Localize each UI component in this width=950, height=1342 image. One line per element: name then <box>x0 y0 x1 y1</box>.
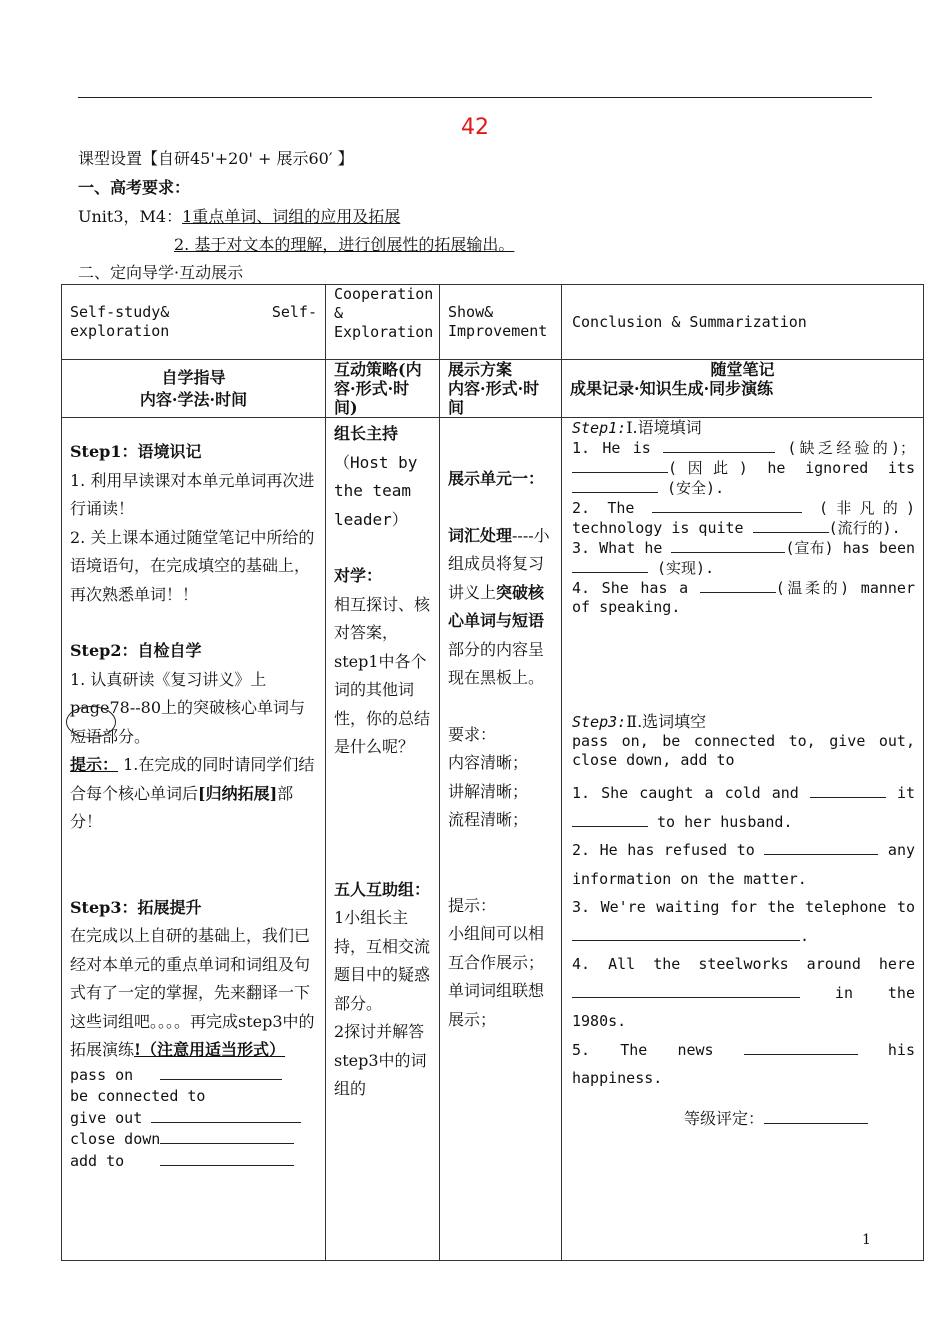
leader-en: （Host by the team leader） <box>334 452 418 529</box>
fill-q2 <box>572 498 915 538</box>
choice-q4 <box>572 950 915 1036</box>
fill-q1 <box>572 438 915 498</box>
answer-blank[interactable] <box>160 1151 294 1166</box>
step1-title-text: Ⅰ.语境填词 <box>626 418 702 437</box>
header-conclusion: Conclusion & Summarization <box>562 285 924 360</box>
q-text: in the 1980s. <box>572 983 915 1030</box>
col1-header-line1: 自学指导 <box>161 367 226 387</box>
group-item1: 1小组长主持，互相交流题目中的疑惑部分。 <box>334 908 431 1013</box>
step2-item1: 1. 认真研读《复习讲义》上page78--80上的突破核心单词与短语部分。 <box>70 669 306 746</box>
answer-blank[interactable] <box>744 1040 858 1055</box>
step3-text <box>70 922 317 1065</box>
answer-blank[interactable] <box>652 498 802 513</box>
step3-body: 在完成以上自研的基础上，我们已经对本单元的重点单词和词组及句式有了一定的掌握，先来翻译一下这些词组吧。。。。再完成step3中的拓展演练 <box>70 926 315 1059</box>
requirement-2: 2. 基于对文本的理解，进行创展性的拓展输出。 <box>174 235 515 254</box>
step3-title: Step3：拓展提升 <box>70 897 202 917</box>
choice-q5 <box>572 1036 915 1093</box>
col3-show <box>440 418 562 1261</box>
step3-title-text: Ⅱ.选词填空 <box>626 712 707 731</box>
col3-header-line2: 内容·形式·时间 <box>448 379 540 417</box>
q-text: 4. All the steelworks around here <box>572 955 915 973</box>
vocab-text2: 部分的内容呈现在黑板上。 <box>448 639 545 687</box>
pair-title: 对学： <box>334 566 383 585</box>
step1-label: Step1: <box>572 419 627 437</box>
vocab-bold: 突破核心单词与短语 <box>448 582 545 630</box>
page-title: 42 <box>461 115 489 140</box>
step3-label: Step3: <box>572 713 627 731</box>
header-cn-col2: 互动策略(内容·形式·时间) <box>326 360 440 418</box>
col1-self-study <box>62 418 326 1261</box>
step3-heading <box>572 712 915 732</box>
group-item2: 2探讨并解答step3中的词组的 <box>334 1022 427 1098</box>
answer-blank[interactable] <box>663 438 775 453</box>
hand-drawn-circle <box>66 706 116 738</box>
step2-tip <box>70 751 317 837</box>
guide-table <box>61 284 924 1261</box>
show-title: 展示单元一： <box>448 469 545 488</box>
req-item: 讲解清晰； <box>448 781 529 801</box>
pair-text: 相互探讨、核对答案，step1中各个词的其他词性，你的总结是什么呢？ <box>334 594 431 756</box>
q-text: to <box>896 898 916 916</box>
choice-questions <box>572 779 915 1093</box>
q-text: it <box>896 784 916 802</box>
answer-blank[interactable] <box>764 840 878 855</box>
grade-line <box>572 1109 915 1128</box>
tip-label: 提示： <box>70 755 119 774</box>
step2-title: Step2：自检自学 <box>70 641 202 660</box>
phrase-item <box>70 1129 317 1151</box>
req1-text: 1重点单词、词组的应用及拓展 <box>182 207 401 226</box>
step1-item1: 1. 利用早读课对本单元单词再次进行诵读！ <box>70 470 315 518</box>
choice-q2 <box>572 836 915 893</box>
step3-emph: !（注意用适当形式） <box>134 1040 286 1059</box>
q-text: 2. He has refused to <box>572 841 755 859</box>
header-cooperation: Cooperation & Exploration <box>326 285 440 360</box>
answer-blank[interactable] <box>160 1129 294 1144</box>
requirement-1 <box>78 204 400 227</box>
tip-bold: [归纳拓展] <box>198 783 278 803</box>
q-text: (宣布) has been <box>785 539 916 557</box>
q-text: 1. He is <box>572 439 651 457</box>
q-text: (缺乏经验的)； <box>787 439 916 457</box>
section1-heading: 一、高考要求： <box>78 178 191 197</box>
fill-q3 <box>572 538 915 578</box>
col4-header-line1: 随堂笔记 <box>710 360 775 379</box>
q-text: 5. The news <box>572 1040 714 1059</box>
top-rule <box>78 97 872 98</box>
header-show: Show& Improvement <box>440 285 562 360</box>
col3-header-line1: 展示方案 <box>448 360 513 379</box>
q-text: 3. We're waiting for the telephone <box>572 898 887 916</box>
q-text: 2. The <box>572 499 635 517</box>
q-text: (流行的). <box>828 519 901 537</box>
fill-q4 <box>572 578 915 617</box>
q-text: (温柔的) manner of speaking. <box>572 579 915 616</box>
answer-blank[interactable] <box>810 783 886 798</box>
req-item: 流程清晰； <box>448 810 529 829</box>
body-row <box>62 418 924 1261</box>
leader-title: 组长主持 <box>334 424 399 443</box>
choice-q3: 3. We're waiting for the telephone to. <box>572 898 916 945</box>
answer-blank[interactable] <box>572 478 658 493</box>
phrase-item <box>70 1108 317 1130</box>
header-cn-col3 <box>440 360 562 418</box>
grade-blank[interactable] <box>764 1109 868 1124</box>
phrase-text: give out <box>70 1108 143 1127</box>
phrase-item <box>70 1151 317 1173</box>
section2-heading: 二、定向导学·互动展示 <box>78 263 244 282</box>
answer-blank[interactable] <box>572 926 800 941</box>
q-text: any information on the matter. <box>572 841 916 888</box>
course-type: 课型设置【自研45'+20' + 展示60′ 】 <box>78 149 354 168</box>
answer-blank[interactable] <box>572 558 648 573</box>
step1-item2: 2. 关上课本通过随堂笔记中所给的语境语句，在完成填空的基础上，再次熟悉单词！！ <box>70 527 315 604</box>
answer-blank[interactable] <box>671 538 785 553</box>
q-text: to her husband. <box>657 812 793 831</box>
phrase-item <box>70 1065 317 1087</box>
phrase-list <box>70 1065 317 1173</box>
q-text: 1. She caught a cold and <box>572 784 799 802</box>
col1-header-line2: 内容·学法·时间 <box>139 389 248 409</box>
answer-blank[interactable] <box>753 518 829 533</box>
header-cn-col1 <box>62 360 326 418</box>
tip-item: 小组间可以相互合作展示； <box>448 924 545 972</box>
header-row-cn <box>62 360 924 418</box>
tip-text: 1.在完成的同时请同学们结合每个核心单词后 <box>70 755 315 803</box>
phrase-text: pass on <box>70 1065 134 1084</box>
tip-end: 部分！ <box>70 783 294 831</box>
vocab-title: 词汇处理 <box>448 525 513 545</box>
header-self-study: Self-study& Self-exploration <box>62 285 326 360</box>
tip-item: 单词词组联想展示； <box>448 981 545 1029</box>
q-text: his happiness. <box>572 1040 915 1087</box>
header-row-en <box>62 285 924 360</box>
req-prefix: Unit3，M4： <box>78 207 183 226</box>
req-title: 要求： <box>448 724 497 744</box>
answer-blank[interactable] <box>700 578 776 593</box>
header-cn-col4 <box>562 360 924 418</box>
phrase-text: be connected to <box>70 1087 206 1105</box>
q-text: 4. She has a <box>572 579 689 597</box>
word-bank: pass on, be connected to, give out, close down, add to <box>572 732 915 769</box>
q-text: 3. What he <box>572 539 663 557</box>
vocab-text1: ----小组成员将复习讲义上 <box>448 525 550 602</box>
phrase-item <box>70 1086 317 1108</box>
grade-label: 等级评定： <box>684 1108 765 1128</box>
choice-q1 <box>572 779 915 836</box>
step1-title: Step1：语境识记 <box>70 442 202 461</box>
q-text: (安全). <box>667 479 725 497</box>
answer-blank[interactable] <box>572 458 668 473</box>
tip-title: 提示： <box>448 895 497 915</box>
phrase-text: add to <box>70 1151 125 1170</box>
answer-blank[interactable] <box>151 1108 301 1123</box>
col4-notes <box>562 418 924 1261</box>
step1-heading <box>572 418 915 438</box>
answer-blank[interactable] <box>160 1065 282 1080</box>
q-text: (因此) he ignored its <box>668 459 915 477</box>
answer-blank[interactable] <box>572 812 648 827</box>
req-item: 内容清晰； <box>448 753 529 772</box>
page-number: 1 <box>862 1232 871 1248</box>
q-text: (非凡的) technology is quite <box>572 499 916 537</box>
vocab-block <box>448 522 553 693</box>
group-title: 五人互助组： <box>334 879 431 899</box>
col4-header-line2: 成果记录·知识生成·同步演练 <box>570 379 774 398</box>
phrase-text: close down <box>70 1130 161 1148</box>
answer-blank[interactable] <box>572 983 800 998</box>
col2-cooperation <box>326 418 440 1261</box>
q-text: (实现). <box>657 559 715 577</box>
